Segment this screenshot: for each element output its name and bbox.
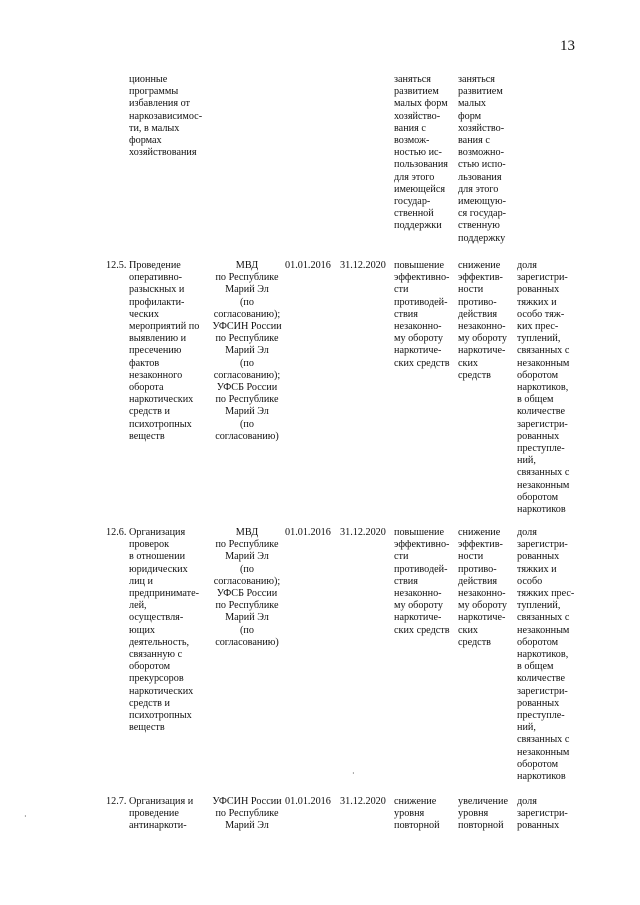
row-12-7-effect-with: снижение уровня повторной xyxy=(394,796,440,832)
row-12-7-name: Организация и проведение антинаркоти- xyxy=(129,796,194,832)
row-12-7-start: 01.01.2016 xyxy=(285,796,331,807)
row-12-6-effect-with: повышение эффективно- сти противодей- ствия незаконно- му обороту наркотиче- ских средств xyxy=(394,527,450,636)
cont-effect-with: заняться развитием малых форм хозяйство- вания с возможно- стью испо- льзования для этого имеющую- ся государ- ственную поддержку xyxy=(458,74,507,244)
row-12-5-end: 31.12.2020 xyxy=(340,260,386,271)
row-12-7-effect-without: увеличение уровня повторной xyxy=(458,796,508,832)
cont-name: ционные программы избавления от наркозависимос- ти, в малых формах хозяйствования xyxy=(129,74,203,159)
row-12-7-number: 12.7. xyxy=(106,796,127,807)
row-12-6-start: 01.01.2016 xyxy=(285,527,331,538)
scan-speck: · xyxy=(352,769,355,778)
row-12-5-effect-with: повышение эффективно- сти противодей- ствия незаконно- му обороту наркотиче- ских средств xyxy=(394,260,450,369)
page-number: 13 xyxy=(560,38,575,54)
scan-speck: · xyxy=(24,812,27,821)
row-12-7-indicator: доля зарегистри- рованных xyxy=(517,796,568,832)
row-12-7-end: 31.12.2020 xyxy=(340,796,386,807)
row-12-5-effect-without: снижение эффектив- ности противо- действия незаконно- му обороту наркотиче- ских средств xyxy=(458,260,507,381)
row-12-6-end: 31.12.2020 xyxy=(340,527,386,538)
row-12-6-name: Организация проверок в отношении юридических лиц и предпринимате- лей, осуществля- ющих деятельность, связанную с оборотом прекурсоров наркотических средств и психотропных веществ xyxy=(129,527,200,734)
cont-effect-without: заняться развитием малых форм хозяйство- вания с возмож- ностью ис- пользования для этого имеющейся государ- ственной поддержки xyxy=(394,74,448,232)
row-12-7-executor: УФСИН России по Республике Марий Эл xyxy=(212,796,282,832)
row-12-6-executor: МВД по Республике Марий Эл (по согласованию); УФСБ России по Республике Марий Эл (по согласованию) xyxy=(213,527,281,648)
row-12-5-executor: МВД по Республике Марий Эл (по согласованию); УФСИН России по Республике Марий Эл (по согласованию); УФСБ России по Республике Марий Эл (по согласованию) xyxy=(212,260,282,442)
row-12-6-number: 12.6. xyxy=(106,527,127,538)
row-12-5-number: 12.5. xyxy=(106,260,127,271)
row-12-6-effect-without: снижение эффектив- ности противо- действия незаконно- му обороту наркотиче- ских средств xyxy=(458,527,507,648)
row-12-5-start: 01.01.2016 xyxy=(285,260,331,271)
row-12-6-indicator: доля зарегистри- рованных тяжких и особо тяжких прес- туплений, связанных с незаконным оборотом наркотиков, в общем количестве зарегистри- рованных преступле- ний, связанных с незаконным оборотом наркотиков xyxy=(517,527,575,783)
row-12-5-name: Проведение оперативно- разыскных и профилакти- ческих мероприятий по выявлению и пресечению фактов незаконного оборота наркотических средств и психотропных веществ xyxy=(129,260,200,442)
row-12-5-indicator: доля зарегистри- рованных тяжких и особо тяж- ких прес- туплений, связанных с незаконным оборотом наркотиков, в общем количестве зарегистри- рованных преступле- ний, связанных с незаконным оборотом наркотиков xyxy=(517,260,570,516)
